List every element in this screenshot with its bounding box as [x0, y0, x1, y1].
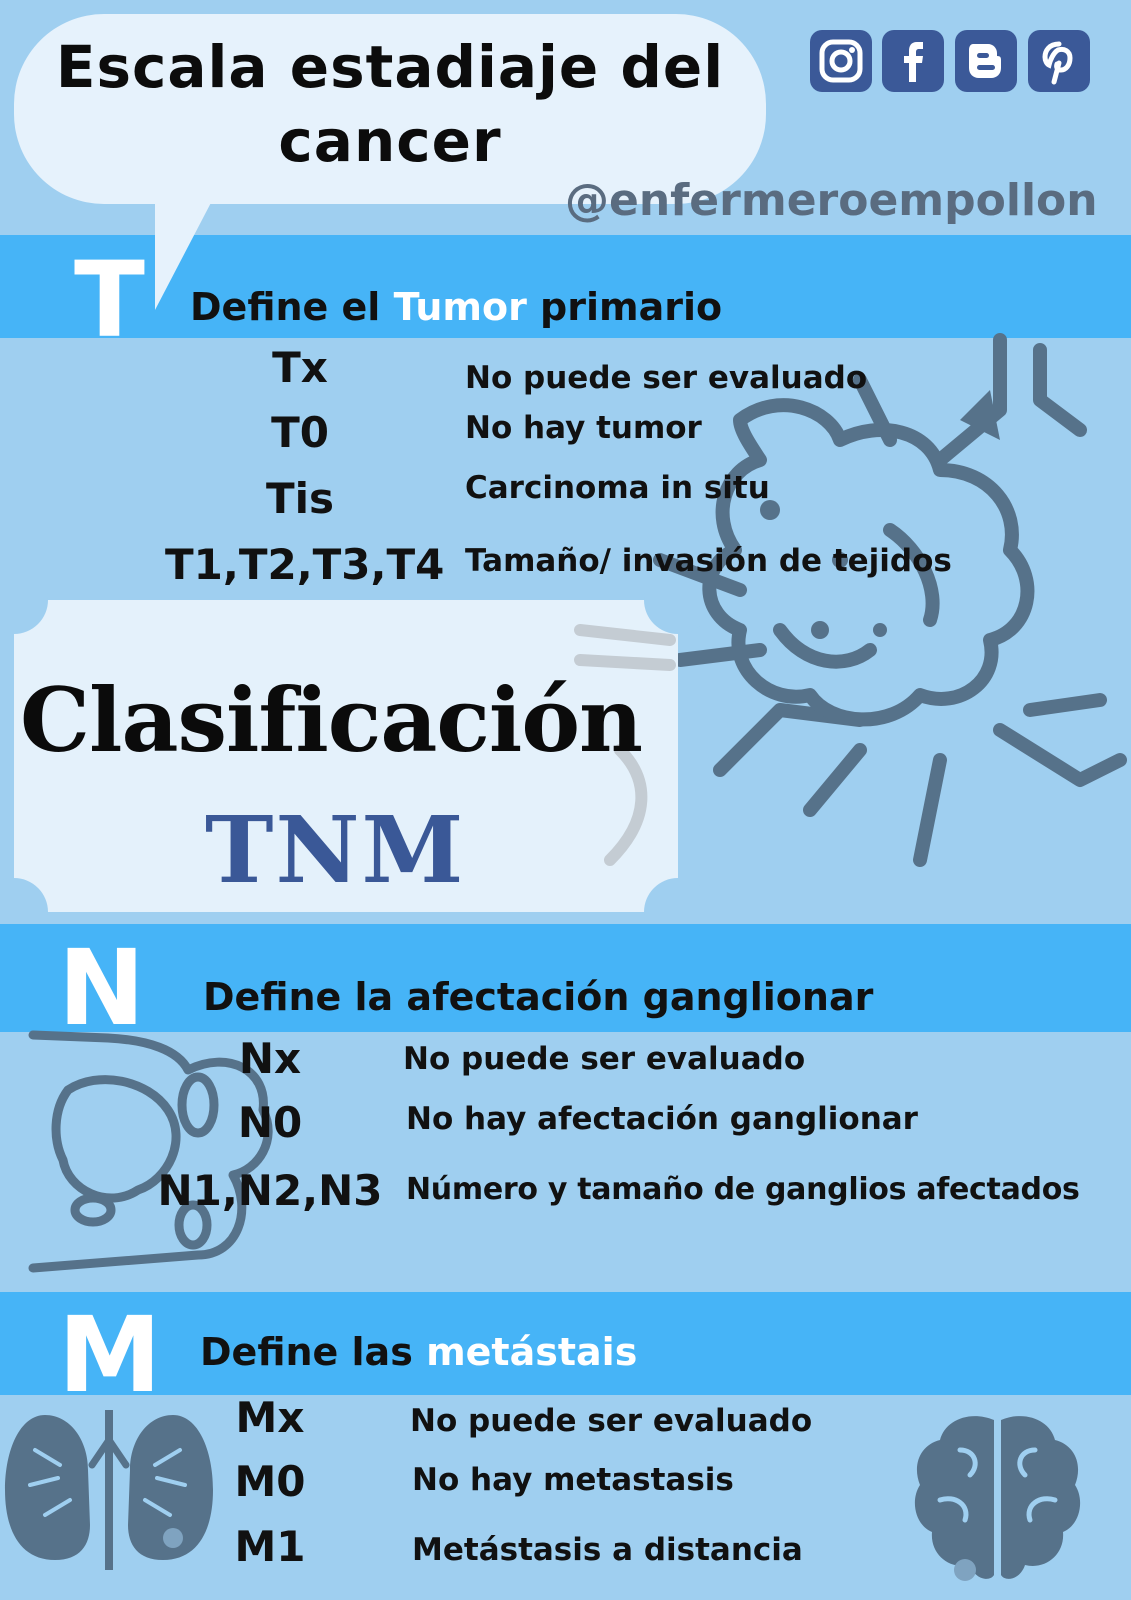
- page-title: [30, 30, 750, 178]
- facebook-icon[interactable]: [882, 30, 944, 92]
- n-code-n0: N0: [237, 1098, 303, 1147]
- m-code-mx: Mx: [235, 1393, 305, 1442]
- n-desc-nx: No puede ser evaluado: [403, 1041, 806, 1077]
- t-section-title: [190, 285, 722, 329]
- t-desc-tis: Carcinoma in situ: [465, 470, 770, 506]
- classification-tnm: TNM: [205, 796, 466, 904]
- m-title-prefix: Define las: [200, 1330, 427, 1374]
- lungs-illustration: [0, 1410, 220, 1575]
- n-letter: N: [58, 927, 146, 1049]
- page-title-line-1: Escala estadiaje del: [55, 33, 725, 101]
- t-code-tx: Tx: [272, 343, 328, 392]
- t-desc-t1-t4: Tamaño/ invasión de tejidos: [465, 543, 952, 579]
- n-desc-n0: No hay afectación ganglionar: [406, 1101, 918, 1137]
- m-section-title: [200, 1330, 637, 1374]
- author-handle: @enfermeroempollon: [565, 175, 1098, 226]
- t-code-tis: Tis: [265, 474, 335, 523]
- t-title-suffix: primario: [526, 285, 723, 329]
- blogger-icon[interactable]: [955, 30, 1017, 92]
- n-code-n1-n3: N1,N2,N3: [157, 1166, 383, 1215]
- t-title-highlight: Tumor: [393, 285, 527, 329]
- m-code-m1: M1: [234, 1522, 306, 1571]
- n-section-title: Define la afectación ganglionar: [203, 975, 874, 1019]
- n-desc-n1-n3: Número y tamaño de ganglios afectados: [406, 1172, 1080, 1207]
- m-title-highlight: metástais: [426, 1330, 638, 1374]
- t-code-t0: T0: [271, 408, 329, 457]
- m-desc-m1: Metástasis a distancia: [412, 1532, 803, 1568]
- m-desc-mx: No puede ser evaluado: [410, 1403, 813, 1439]
- t-letter: T: [74, 239, 145, 361]
- brain-illustration: [910, 1410, 1085, 1590]
- n-code-nx: Nx: [238, 1034, 302, 1083]
- t-code-t1-t4: T1,T2,T3,T4: [165, 540, 445, 589]
- classification-title: Clasificación: [20, 668, 643, 772]
- t-desc-tx: No puede ser evaluado: [465, 360, 868, 396]
- pinterest-icon[interactable]: [1028, 30, 1090, 92]
- t-desc-t0: No hay tumor: [465, 410, 702, 446]
- m-desc-m0: No hay metastasis: [412, 1462, 734, 1498]
- m-letter: M: [58, 1294, 162, 1416]
- instagram-icon[interactable]: [810, 30, 872, 92]
- page-title-line-2: cancer: [278, 107, 502, 175]
- m-code-m0: M0: [234, 1457, 306, 1506]
- t-title-prefix: Define el: [190, 285, 394, 329]
